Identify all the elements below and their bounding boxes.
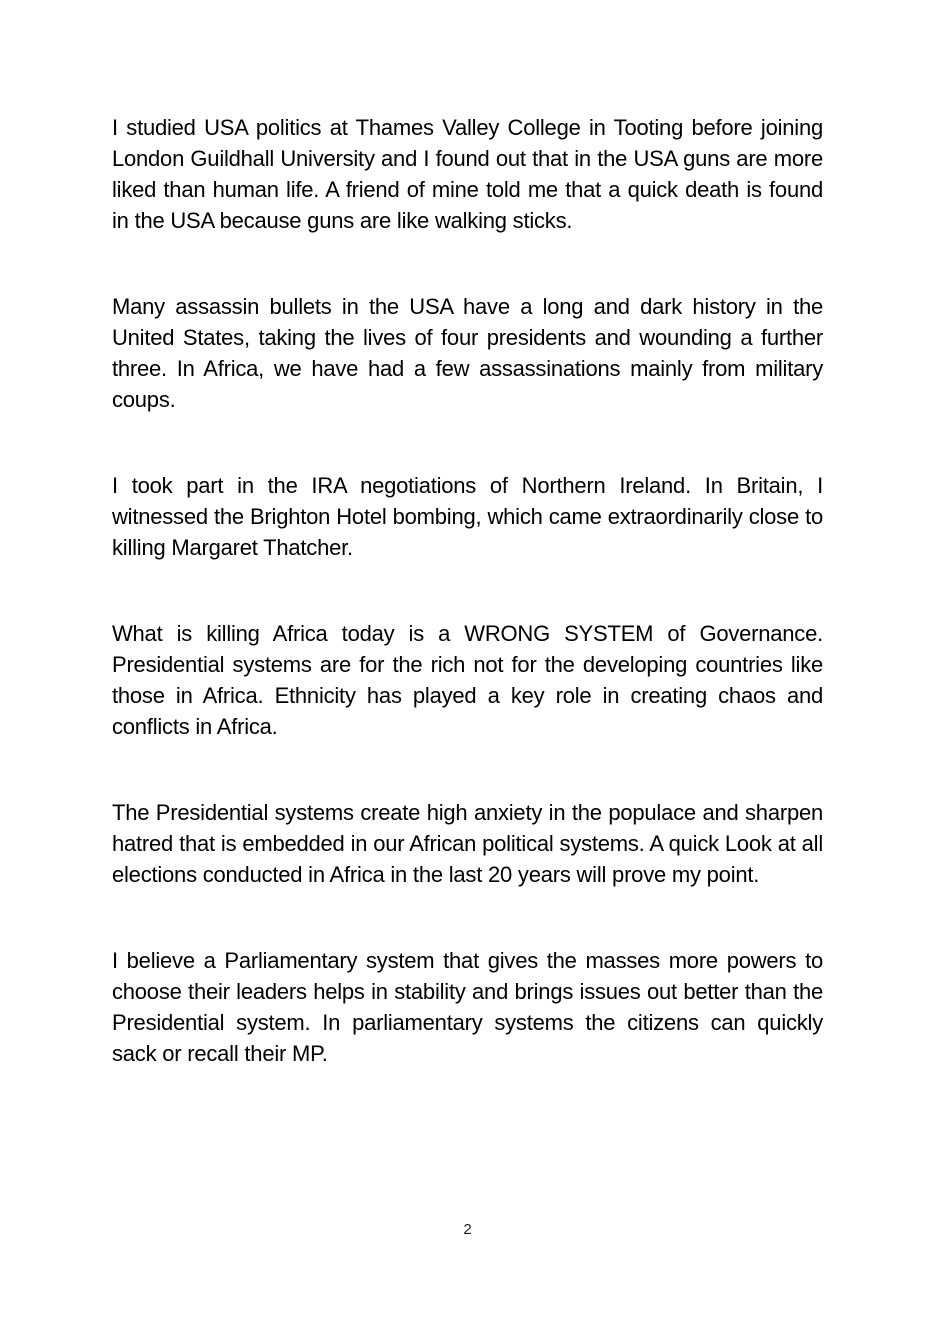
paragraph: I took part in the IRA negotiations of Northern Ireland. In Britain, I witnessed the Brighton Hotel bombing, which came extraordinarily close to killing Margaret Thatcher.	[112, 473, 823, 560]
page-number: 2	[463, 1221, 472, 1238]
paragraph: Many assassin bullets in the USA have a long and dark history in the United States, taking the lives of four presidents and wounding a further three. In Africa, we have had a few assassinations mainly from military coups.	[112, 294, 823, 412]
paragraph: I studied USA politics at Thames Valley College in Tooting before joining London Guildhall University and I found out that in the USA guns are more liked than human life. A friend of mine told me that a quick death is found in the USA because guns are like walking sticks.	[112, 115, 823, 233]
document-body-text	[112, 112, 823, 1124]
paragraph: I believe a Parliamentary system that gives the masses more powers to choose their leaders helps in stability and brings issues out better than the Presidential system. In parliamentary systems the citizens can quickly sack or recall their MP.	[112, 948, 823, 1066]
page-footer	[0, 1220, 935, 1240]
paragraph: What is killing Africa today is a WRONG SYSTEM of Governance. Presidential systems are for the rich not for the developing countries like those in Africa. Ethnicity has played a key role in creating chaos and conflicts in Africa.	[112, 621, 823, 739]
paragraph: The Presidential systems create high anxiety in the populace and sharpen hatred that is embedded in our African political systems. A quick Look at all elections conducted in Africa in the last 20 years will prove my point.	[112, 800, 823, 887]
